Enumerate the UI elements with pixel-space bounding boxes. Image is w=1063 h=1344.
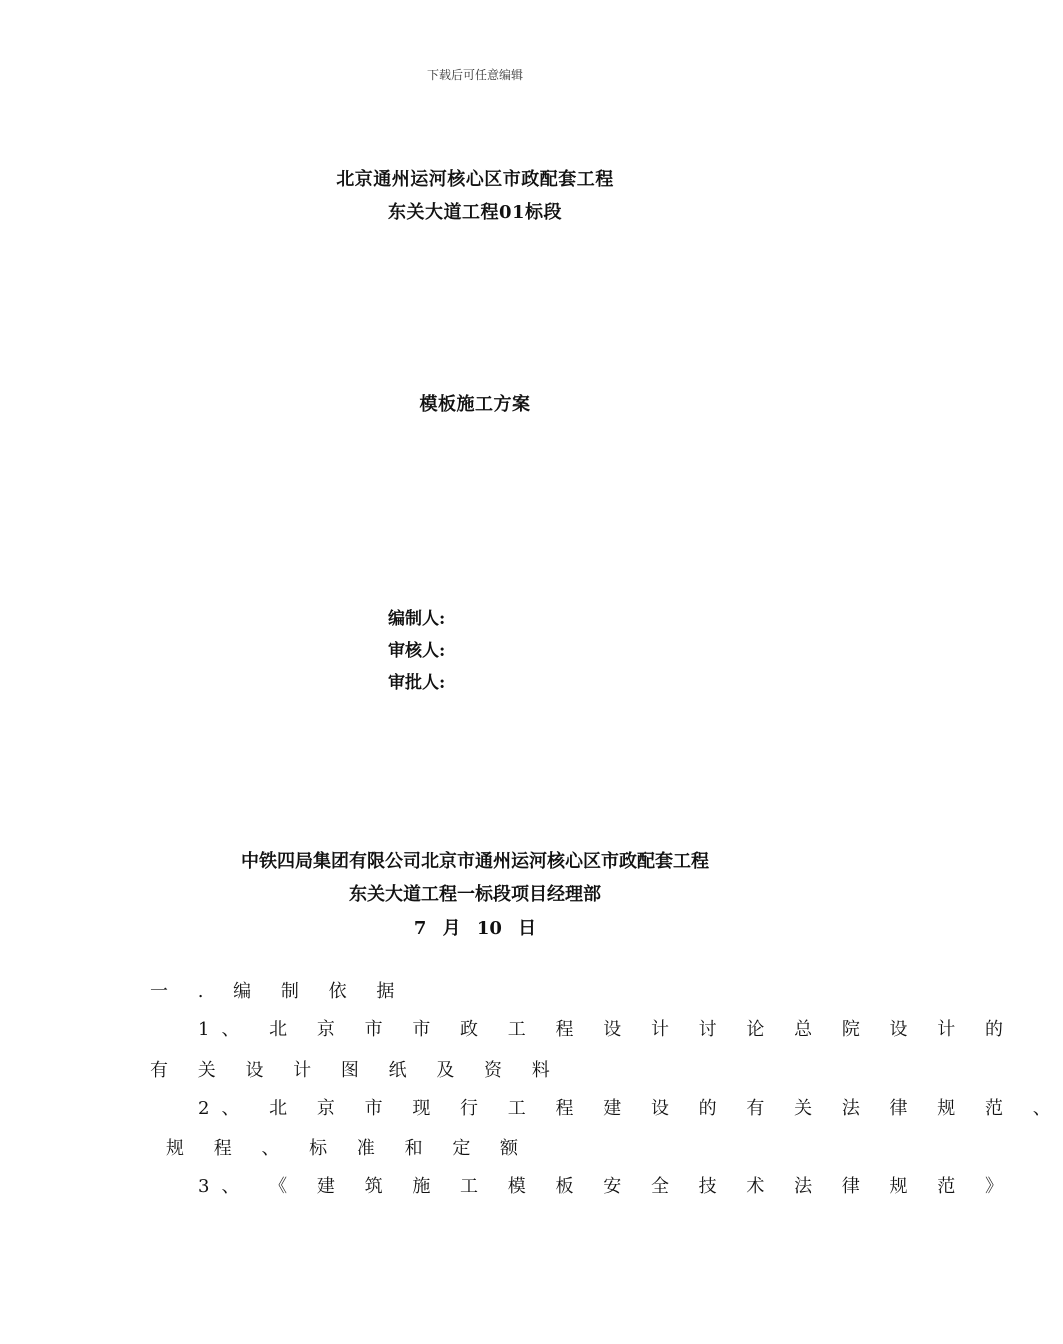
- organization-line2: 东关大道工程一标段项目经理部: [349, 884, 601, 905]
- basis-item-2-line1: 2、 北 京 市 现 行 工 程 建 设 的 有 关 法 律 规 范 、: [198, 1098, 1063, 1119]
- project-title-line2: 东关大道工程01标段: [387, 202, 563, 223]
- reviewer-signature-label: 审核人:: [388, 641, 446, 661]
- project-title-line1: 北京通州运河核心区市政配套工程: [336, 169, 614, 190]
- compiler-signature-label: 编制人:: [388, 609, 446, 629]
- basis-item-1-line2: 有 关 设 计 图 纸 及 资 料: [150, 1060, 562, 1081]
- basis-item-1-line1: 1、 北 京 市 市 政 工 程 设 计 讨 论 总 院 设 计 的: [198, 1019, 1015, 1040]
- approver-signature-label: 审批人:: [388, 673, 446, 693]
- header-note: 下载后可任意编辑: [426, 68, 523, 82]
- section-heading: 一 . 编 制 依 据: [150, 981, 407, 1002]
- basis-item-3: 3、 《 建 筑 施 工 模 板 安 全 技 术 法 律 规 范 》: [198, 1176, 1015, 1197]
- basis-item-2-line2: 规 程 、 标 准 和 定 额: [166, 1138, 531, 1159]
- document-title: 模板施工方案: [419, 394, 531, 415]
- document-date: 7 月 10 日: [413, 918, 537, 939]
- organization-line1: 中铁四局集团有限公司北京市通州运河核心区市政配套工程: [241, 851, 709, 872]
